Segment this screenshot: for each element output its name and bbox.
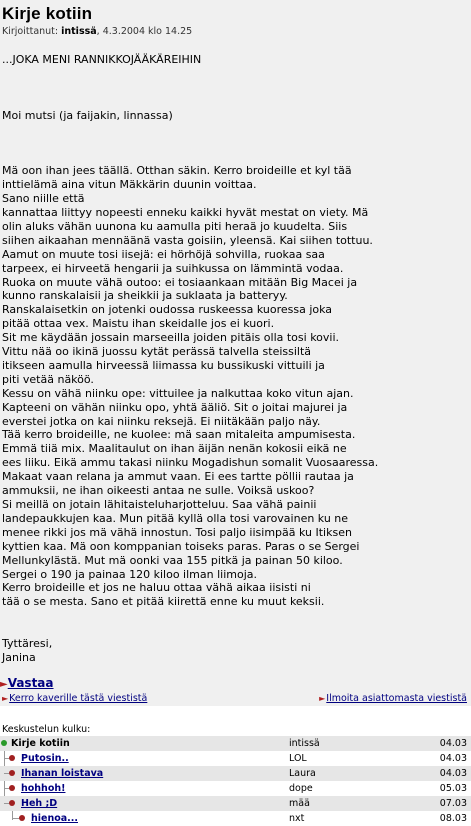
report-link[interactable]: Ilmoita asiattomasta viestistä [326,693,467,704]
thread-date: 08.03 [439,813,467,824]
arrow-right-icon: ► [2,694,9,703]
thread-author: intissä [289,738,320,749]
reply-link-row [0,676,54,690]
thread-reply-icon [9,770,15,776]
arrow-right-icon: ► [319,694,326,703]
reply-link[interactable]: Vastaa [7,676,54,690]
thread-subject-current: Kirje kotiin [11,738,70,749]
arrow-right-icon: ► [0,679,8,690]
thread-title: Keskustelun kulku: [2,724,91,735]
thread-subject [21,783,65,794]
thread-subject [21,768,103,779]
thread-date: 05.03 [439,783,467,794]
thread-row[interactable] [0,736,471,751]
thread-reply-icon [9,785,15,791]
thread-subject [31,813,78,824]
thread-author: mää [289,798,310,809]
post-author: intissä [61,26,97,37]
thread-date: 04.03 [439,738,467,749]
thread-row[interactable] [0,766,471,781]
thread-reply-icon [19,815,25,821]
thread-list [0,736,471,826]
thread-author: dope [289,783,313,794]
tell-friend-link[interactable]: Kerro kaverille tästä viestistä [9,693,148,704]
post-date: , 4.3.2004 klo 14.25 [96,26,193,37]
post-title: Kirje kotiin [2,4,93,23]
post-body: ...JOKA MENI RANNIKKOJÄÄKÄREIHIN Moi mutsi (ja faijakin, linnassa) Mä oon ihan jees täällä. Otthan säkin. Kerro broideille et kyl tää inttielämä aina vitun Mäkkärin duunin voittaa. Sano niille että kannattaa liittyy nopeesti enneku kaikki hyvät mestat on viety. Mä olin aluks vähän uunona ku aamulla piti heraä jo kuudelta. Siis siihen aikaahan mennäänä vasta goisiin, yleensä. Kai siihen tottuu. Aamut on muute tosi iisejä: ei hörhöjä sohvilla, ruokaa saa tarpeex, ei hirveetä hengarii ja suihkussa on lämmintä vodaa. Ruoka on muute vähä outoo: ei tosiaankaan mitään Big Macei ja kunno ranskalaisii ja sheikkii ja suklaata ja batteryy. Ranskalaisetkin on jotenki oudossa ruskeessa kuoressa joka pitää ottaa vex. Maistu ihan skeidalle jos ei kuori. Sit me käydään jossain marseeilla joiden pitäis olla tosi kovii. Vittu nää oo ikinä juossu kytät perässä talvella steissiltä itikseen aamulla hirveessä liimassa ku bussikuski vittuili ja piti vetää näköö. Kessu on vähä niinku ope: vittuilee ja nalkuttaa koko vitun ajan. Kapteeni on vähän niinku opo, yhtä ääliö. Sit o joitai majurei ja everstei jotka on kai niinku reksejä. Ei niitäkään paljo näy. Tää kerro broideille, ne kuolee: mä saan mitaleita ampumisesta. Emmä tiiä mix. Maalitaulut on ihan äijän nenän kokosii eikä ne ees liiku. Eikä ammu takasi niinku Mogadishun somalit Vuosaaressa. Makaat vaan relana ja ammut vaan. Ei ees tartte pöllii rautaa ja ammuksii, ne ihan oikeesti antaa ne sulle. Voiksä uskoo? Si meillä on jotain lähitaisteluharjotteluu. Saa vähä painii landepaukkujen kaa. Mun pitää kyllä olla tosi varovainen ku ne menee rikki jos mä vähä innostun. Tosi paljo iisimpää ku Itiksen kyttien kaa. Mä oon komppanian toiseks paras. Paras o se Sergei Mellunkylästä. Mut mä oonki vaa 155 pitkä ja painan 50 kiloo. Sergei o 190 ja painaa 120 kiloo ilman liimoja. Kerro broideille et jos ne haluu ottaa vähä aikaa iisisti ni tää o se mesta. Sano et pitää kiirettä enne ku muut keksii. Tyttäresi, Janina [2,53,379,664]
thread-date: 04.03 [439,768,467,779]
report-row [319,693,467,704]
thread-tree-line [12,818,19,819]
thread-subject-link[interactable]: hienoa... [31,813,78,824]
post-meta [2,26,192,37]
thread-subject-link[interactable]: hohhoh! [21,783,66,794]
tell-friend-row [2,693,147,704]
thread-subject-link[interactable]: Heh ;D [21,798,58,809]
thread-date: 04.03 [439,753,467,764]
thread-reply-icon [9,800,15,806]
thread-reply-icon [9,755,15,761]
thread-subject-link[interactable]: Putosin.. [21,753,69,764]
thread-row[interactable] [0,751,471,766]
thread-root-icon [1,740,7,746]
thread-row[interactable] [0,781,471,796]
thread-subject [21,753,69,764]
thread-date: 07.03 [439,798,467,809]
thread-author: nxt [289,813,305,824]
thread-subject-link[interactable]: Ihanan loistava [21,768,104,779]
post-actions [0,693,471,707]
thread-row[interactable] [0,796,471,811]
thread-subject [21,798,57,809]
thread-author: LOL [289,753,307,764]
meta-prefix: Kirjoittanut: [2,26,62,37]
thread-author: Laura [289,768,316,779]
